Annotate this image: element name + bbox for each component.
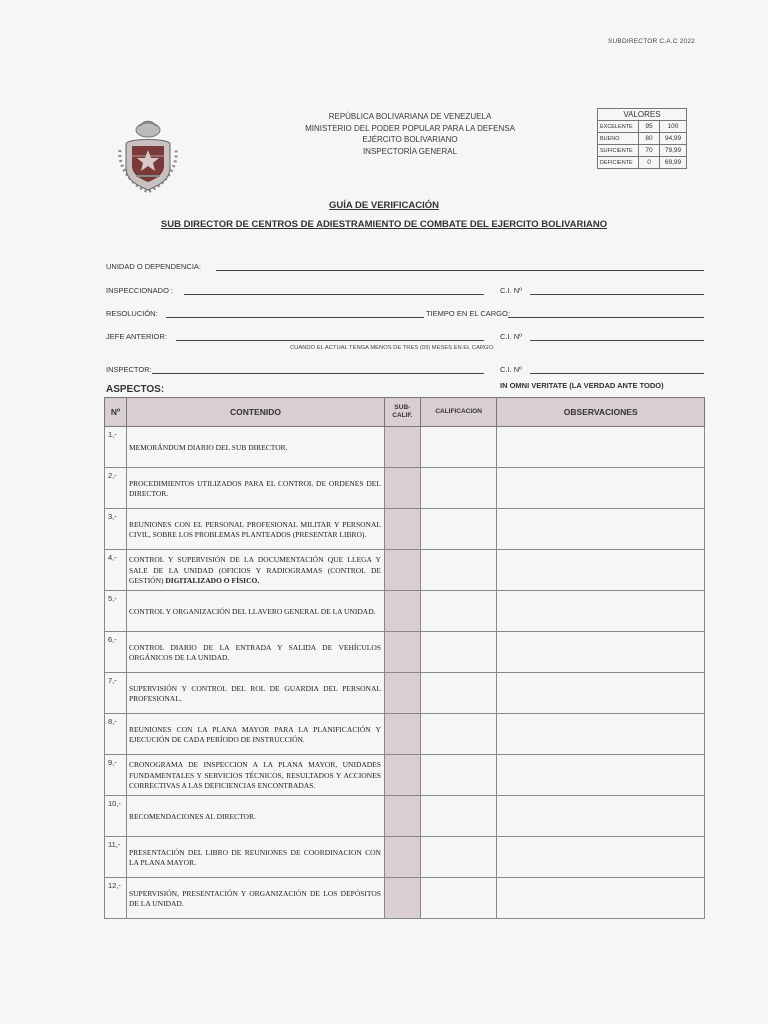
sub-calif-cell[interactable] [384, 509, 420, 550]
sub-calif-cell[interactable] [384, 673, 420, 714]
observaciones-cell[interactable] [497, 591, 705, 632]
motto: IN OMNI VERITATE (LA VERDAD ANTE TODO) [500, 381, 664, 390]
values-title: VALORES [598, 109, 687, 121]
aspectos-heading: ASPECTOS: [106, 384, 165, 395]
observaciones-cell[interactable] [497, 468, 705, 509]
row-content-text: REUNIONES CON EL PERSONAL PROFESIONAL MILITAR Y PERSONAL CIVIL, SOBRE LOS PROBLEMAS PLANTEADOS (PRESENTAR LIBRO). [128, 519, 381, 539]
resolucion-field[interactable] [166, 317, 424, 318]
row-content-text: CONTROL Y ORGANIZACIÓN DEL LLAVERO GENERAL DE LA UNIDAD. [128, 606, 376, 616]
observaciones-cell[interactable] [497, 837, 705, 878]
values-min: 70 [639, 145, 660, 157]
row-content [126, 755, 384, 796]
row-number: 2,- [105, 468, 127, 509]
row-content-bold-text: DIGITALIZADO O FÍSICO. [165, 576, 260, 586]
row-number: 3,- [105, 509, 127, 550]
institution-header [250, 111, 570, 157]
row-number: 11,- [105, 837, 127, 878]
observaciones-cell[interactable] [497, 673, 705, 714]
values-min: 80 [639, 133, 660, 145]
aspects-table [104, 397, 705, 919]
row-number: 10,- [105, 796, 127, 837]
sub-calif-cell[interactable] [384, 878, 420, 919]
row-content [126, 837, 384, 878]
calificacion-cell[interactable] [420, 714, 497, 755]
row-content [126, 591, 384, 632]
table-row [105, 427, 705, 468]
ci-label-1: C.I. Nº [500, 286, 522, 295]
header-contenido: CONTENIDO [126, 398, 384, 427]
values-max: 69,99 [660, 157, 687, 169]
sub-calif-cell[interactable] [384, 591, 420, 632]
row-content [126, 468, 384, 509]
jefe-anterior-note: CUANDO EL ACTUAL TENGA MENOS DE TRES (03) MESES EN EL CARGO. [290, 345, 495, 351]
table-row [105, 878, 705, 919]
values-row [598, 145, 687, 157]
row-content-text: PROCEDIMIENTOS UTILIZADOS PARA EL CONTROL DE ORDENES DEL DIRECTOR. [128, 478, 381, 498]
row-content-text: SUPERVISIÓN Y CONTROL DEL ROL DE GUARDIA DEL PERSONAL PROFESIONAL. [128, 683, 381, 703]
table-row [105, 837, 705, 878]
row-content-text: PRESENTACIÓN DEL LIBRO DE REUNIONES DE COORDINACION CON LA PLANA MAYOR. [128, 847, 381, 867]
row-number: 1,- [105, 427, 127, 468]
row-content [126, 632, 384, 673]
calificacion-cell[interactable] [420, 878, 497, 919]
header-line-4: INSPECTORÍA GENERAL [362, 146, 458, 156]
row-content [126, 878, 384, 919]
row-content [126, 550, 384, 591]
row-content-text: REUNIONES CON LA PLANA MAYOR PARA LA PLANIFICACIÓN Y EJECUCIÓN DE CADA PERÍODO DE INSTRUCCIÓN. [128, 724, 381, 744]
calificacion-cell[interactable] [420, 550, 497, 591]
inspeccionado-field[interactable] [184, 294, 484, 295]
table-row [105, 468, 705, 509]
row-content [126, 427, 384, 468]
calificacion-cell[interactable] [420, 591, 497, 632]
row-content-text: CONTROL DIARIO DE LA ENTRADA Y SALIDA DE VEHÍCULOS ORGÁNICOS DE LA UNIDAD. [128, 642, 381, 662]
header-observaciones: OBSERVACIONES [497, 398, 705, 427]
observaciones-cell[interactable] [497, 427, 705, 468]
observaciones-cell[interactable] [497, 632, 705, 673]
table-row [105, 550, 705, 591]
table-row [105, 591, 705, 632]
calificacion-cell[interactable] [420, 673, 497, 714]
unidad-field[interactable] [216, 270, 704, 271]
sub-calif-cell[interactable] [384, 632, 420, 673]
ci-label-2: C.I. Nº [500, 332, 522, 341]
document-subtitle: SUB DIRECTOR DE CENTROS DE ADIESTRAMIENTO DE COMBATE DEL EJERCITO BOLIVARIANO [160, 219, 608, 230]
values-row [598, 157, 687, 169]
document-code: SUBDIRECTOR C.A.C 2022 [608, 38, 695, 45]
army-emblem-icon [112, 116, 184, 196]
ci-field-2[interactable] [530, 340, 704, 341]
row-content-text: RECOMENDACIONES AL DIRECTOR. [128, 811, 256, 821]
sub-calif-cell[interactable] [384, 427, 420, 468]
jefe-anterior-field[interactable] [176, 340, 484, 341]
row-content [126, 509, 384, 550]
row-content [126, 796, 384, 837]
row-content-text: MEMORÁNDUM DIARIO DEL SUB DIRECTOR. [128, 442, 288, 452]
table-row [105, 755, 705, 796]
values-label: SUFICIENTE [598, 145, 639, 157]
header-line-1: REPÚBLICA BOLIVARIANA DE VENEZUELA [328, 112, 492, 121]
values-max: 94,99 [660, 133, 687, 145]
header-calificacion: CALIFICACION [420, 398, 497, 427]
observaciones-cell[interactable] [497, 714, 705, 755]
calificacion-cell[interactable] [420, 837, 497, 878]
inspeccionado-label: INSPECCIONADO : [106, 286, 174, 295]
observaciones-cell[interactable] [497, 550, 705, 591]
table-row [105, 673, 705, 714]
header-sub-calif [384, 398, 420, 427]
ci-field-3[interactable] [530, 373, 704, 374]
sub-calif-cell[interactable] [384, 714, 420, 755]
row-content [126, 714, 384, 755]
calificacion-cell[interactable] [420, 755, 497, 796]
calificacion-cell[interactable] [420, 796, 497, 837]
jefe-anterior-label: JEFE ANTERIOR: [106, 332, 167, 341]
sub-calif-cell[interactable] [384, 837, 420, 878]
observaciones-cell[interactable] [497, 796, 705, 837]
row-content-text: SUPERVISIÓN, PRESENTACIÓN Y ORGANIZACIÓN DE LOS DEPÓSITOS DE LA UNIDAD. [128, 888, 381, 908]
table-row [105, 509, 705, 550]
row-number: 6,- [105, 632, 127, 673]
ci-label-3: C.I. Nº [500, 365, 522, 374]
sub-calif-cell[interactable] [384, 550, 420, 591]
calificacion-cell[interactable] [420, 468, 497, 509]
ci-field-1[interactable] [530, 294, 704, 295]
calificacion-cell[interactable] [420, 509, 497, 550]
tiempo-label: TIEMPO EN EL CARGO: [426, 309, 510, 318]
row-number: 7,- [105, 673, 127, 714]
values-label: BUENO [598, 133, 639, 145]
sub-calif-cell[interactable] [384, 796, 420, 837]
row-content [126, 673, 384, 714]
header-calif: CALIF. [392, 412, 413, 419]
header-line-2: MINISTERIO DEL PODER POPULAR PARA LA DEFENSA [305, 123, 515, 133]
row-number: 12,- [105, 878, 127, 919]
calificacion-cell[interactable] [420, 632, 497, 673]
values-max: 79,99 [660, 145, 687, 157]
header-no: Nº [105, 398, 127, 427]
row-number: 4,- [105, 550, 127, 591]
sub-calif-cell[interactable] [384, 468, 420, 509]
values-row [598, 133, 687, 145]
observaciones-cell[interactable] [497, 878, 705, 919]
tiempo-field[interactable] [508, 317, 704, 318]
table-header-row [105, 398, 705, 427]
observaciones-cell[interactable] [497, 755, 705, 796]
row-number: 8,- [105, 714, 127, 755]
table-row [105, 632, 705, 673]
sub-calif-cell[interactable] [384, 755, 420, 796]
table-row [105, 796, 705, 837]
values-row [598, 121, 687, 133]
row-content-text: CRONOGRAMA DE INSPECCION A LA PLANA MAYOR, UNIDADES FUNDAMENTALES Y SERVICIOS TÉCNICOS, RESULTADOS Y ACCIONES CORRECTIVAS A LAS DEFICIENCIAS ENCONTRADAS. [128, 760, 381, 791]
values-label: EXCELENTE [598, 121, 639, 133]
inspector-label: INSPECTOR: [106, 365, 152, 374]
row-number: 5,- [105, 591, 127, 632]
values-min: 95 [639, 121, 660, 133]
values-label: DEFICIENTE [598, 157, 639, 169]
inspector-field[interactable] [152, 373, 484, 374]
observaciones-cell[interactable] [497, 509, 705, 550]
values-table [597, 108, 687, 169]
calificacion-cell[interactable] [420, 427, 497, 468]
table-row [105, 714, 705, 755]
unidad-label: UNIDAD O DEPENDENCIA: [106, 262, 202, 271]
resolucion-label: RESOLUCIÓN: [106, 309, 158, 318]
row-number: 9,- [105, 755, 127, 796]
values-min: 0 [639, 157, 660, 169]
header-line-3: EJÉRCITO BOLIVARIANO [362, 135, 458, 144]
row-content-text: CONTROL Y SUPERVISIÓN DE LA DOCUMENTACIÓN QUE LLEGA Y SALE DE LA UNIDAD (OFICIOS Y RADIOGRAMAS (CONTROL DE GESTIÓN) [128, 555, 381, 586]
header-sub: SUB- [394, 404, 411, 411]
document-title: GUÍA DE VERIFICACIÓN [329, 200, 439, 211]
values-max: 100 [660, 121, 687, 133]
